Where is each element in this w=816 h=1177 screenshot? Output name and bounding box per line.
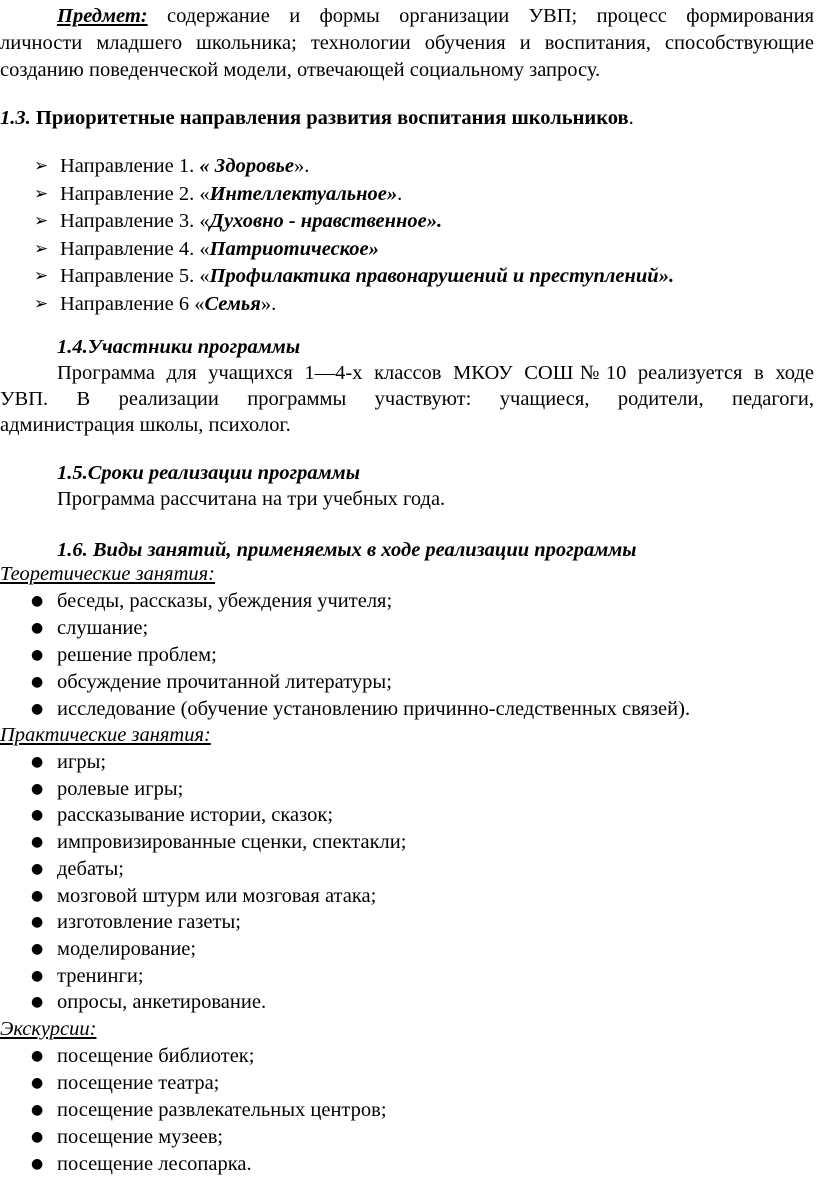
list-item: посещение музеев; bbox=[57, 1126, 224, 1148]
subject-line-2: личности младшего школьника; технологии обучения и воспитания, способствующие bbox=[0, 32, 814, 54]
list-item: игры; bbox=[57, 751, 107, 773]
direction-item bbox=[60, 153, 309, 179]
bullet-icon: ● bbox=[31, 967, 44, 984]
section-1-3-heading bbox=[0, 105, 634, 131]
list-item: посещение лесопарка. bbox=[57, 1153, 252, 1175]
bullet-icon: ● bbox=[31, 593, 44, 609]
excursions-label: Экскурсии: bbox=[0, 1018, 97, 1040]
bullet-icon: ● bbox=[31, 887, 44, 904]
bullet-icon: ● bbox=[31, 780, 44, 797]
direction-item bbox=[60, 291, 276, 317]
direction-prefix: Направление 5. « bbox=[60, 265, 210, 287]
list-item: исследование (обучение установлению причинно-следственных связей). bbox=[57, 698, 691, 720]
list-item: тренинги; bbox=[57, 964, 144, 987]
direction-prefix: Направление 2. « bbox=[60, 182, 210, 205]
list-item: беседы, рассказы, убеждения учителя; bbox=[57, 590, 393, 612]
bullet-icon: ● bbox=[31, 860, 44, 877]
list-item: решение проблем; bbox=[57, 644, 217, 666]
list-item: дебаты; bbox=[57, 857, 124, 880]
bullet-icon: ● bbox=[31, 701, 44, 717]
direction-prefix: Направление 6 « bbox=[60, 292, 205, 315]
list-item: моделирование; bbox=[57, 937, 197, 960]
subject-line-3: созданию поведенческой модели, отвечающей социальному запросу. bbox=[0, 59, 601, 81]
bullet-icon: ● bbox=[31, 994, 44, 1011]
list-item: посещение библиотек; bbox=[57, 1045, 255, 1067]
direction-prefix: Направление 1. bbox=[60, 155, 200, 177]
bullet-icon: ● bbox=[31, 1075, 44, 1091]
list-item: обсуждение прочитанной литературы; bbox=[57, 671, 392, 693]
direction-prefix: Направление 4. « bbox=[60, 237, 210, 260]
direction-name: Профилактика правонарушений и преступлений». bbox=[209, 265, 675, 287]
section-1-6-title: 1.6. Виды занятий, применяемых в ходе реализации программы bbox=[57, 539, 637, 561]
section-1-5-text: Программа рассчитана на три учебных года. bbox=[57, 488, 446, 510]
section-1-4-line-2: УВП. В реализации программы участвуют: учащиеся, родители, педагоги, bbox=[0, 388, 814, 410]
direction-prefix: Направление 3. « bbox=[60, 210, 210, 232]
list-item: ролевые игры; bbox=[57, 777, 184, 800]
arrowhead-icon: ➢ bbox=[34, 156, 49, 176]
direction-item bbox=[60, 263, 674, 289]
section-1-5-title: 1.5.Сроки реализации программы bbox=[57, 462, 360, 484]
subject-label: Предмет: bbox=[57, 5, 148, 27]
bullet-icon: ● bbox=[31, 834, 44, 851]
theory-label: Теоретические занятия: bbox=[0, 563, 215, 585]
arrowhead-icon: ➢ bbox=[34, 293, 49, 314]
bullet-icon: ● bbox=[31, 674, 44, 690]
list-item: изготовление газеты; bbox=[57, 911, 241, 934]
arrowhead-icon: ➢ bbox=[34, 238, 49, 259]
direction-name: Семья bbox=[204, 292, 261, 315]
direction-suffix: . bbox=[397, 182, 403, 205]
bullet-icon: ● bbox=[31, 807, 44, 824]
arrowhead-icon: ➢ bbox=[34, 183, 49, 204]
subject-line-1 bbox=[57, 3, 814, 29]
direction-item bbox=[60, 208, 442, 234]
section-1-3-number: 1.3. bbox=[0, 107, 31, 129]
list-item: рассказывание истории, сказок; bbox=[57, 804, 334, 827]
list-item: слушание; bbox=[57, 617, 149, 639]
direction-name: Патриотическое» bbox=[209, 237, 379, 260]
direction-name: Интеллектуальное» bbox=[209, 182, 398, 205]
bullet-icon: ● bbox=[31, 1156, 44, 1172]
list-item: импровизированные сценки, спектакли; bbox=[57, 831, 407, 854]
section-1-4-line-1: Программа для учащихся 1—4-х классов МКОУ СОШ№10 реализуется в ходе bbox=[57, 362, 814, 384]
list-item: посещение театра; bbox=[57, 1072, 220, 1094]
direction-suffix: ». bbox=[260, 292, 277, 315]
section-1-4-line-3: администрация школы, психолог. bbox=[0, 414, 291, 436]
direction-name: Духовно - нравственное». bbox=[209, 210, 443, 232]
practice-label: Практические занятия: bbox=[0, 724, 211, 746]
bullet-icon: ● bbox=[31, 754, 44, 770]
arrowhead-icon: ➢ bbox=[34, 211, 49, 231]
bullet-icon: ● bbox=[31, 1048, 44, 1064]
subject-text-1: содержание и формы организации УВП; процесс формирования bbox=[166, 5, 814, 27]
section-1-3-end: . bbox=[628, 107, 634, 129]
direction-item bbox=[60, 181, 402, 207]
section-1-4-title: 1.4.Участники программы bbox=[57, 336, 301, 358]
list-item: опросы, анкетирование. bbox=[57, 991, 267, 1014]
bullet-icon: ● bbox=[31, 620, 44, 636]
bullet-icon: ● bbox=[31, 914, 44, 931]
direction-item bbox=[60, 236, 379, 262]
direction-name: « Здоровье bbox=[199, 155, 294, 177]
bullet-icon: ● bbox=[31, 1129, 44, 1145]
section-1-3-title: Приоритетные направления развития воспитания школьников bbox=[35, 107, 629, 129]
bullet-icon: ● bbox=[31, 1102, 44, 1118]
direction-suffix: ». bbox=[293, 155, 310, 177]
list-item: посещение развлекательных центров; bbox=[57, 1099, 387, 1121]
bullet-icon: ● bbox=[31, 940, 44, 957]
bullet-icon: ● bbox=[31, 647, 44, 663]
arrowhead-icon: ➢ bbox=[34, 266, 49, 286]
list-item: мозговой штурм или мозговая атака; bbox=[57, 884, 377, 907]
